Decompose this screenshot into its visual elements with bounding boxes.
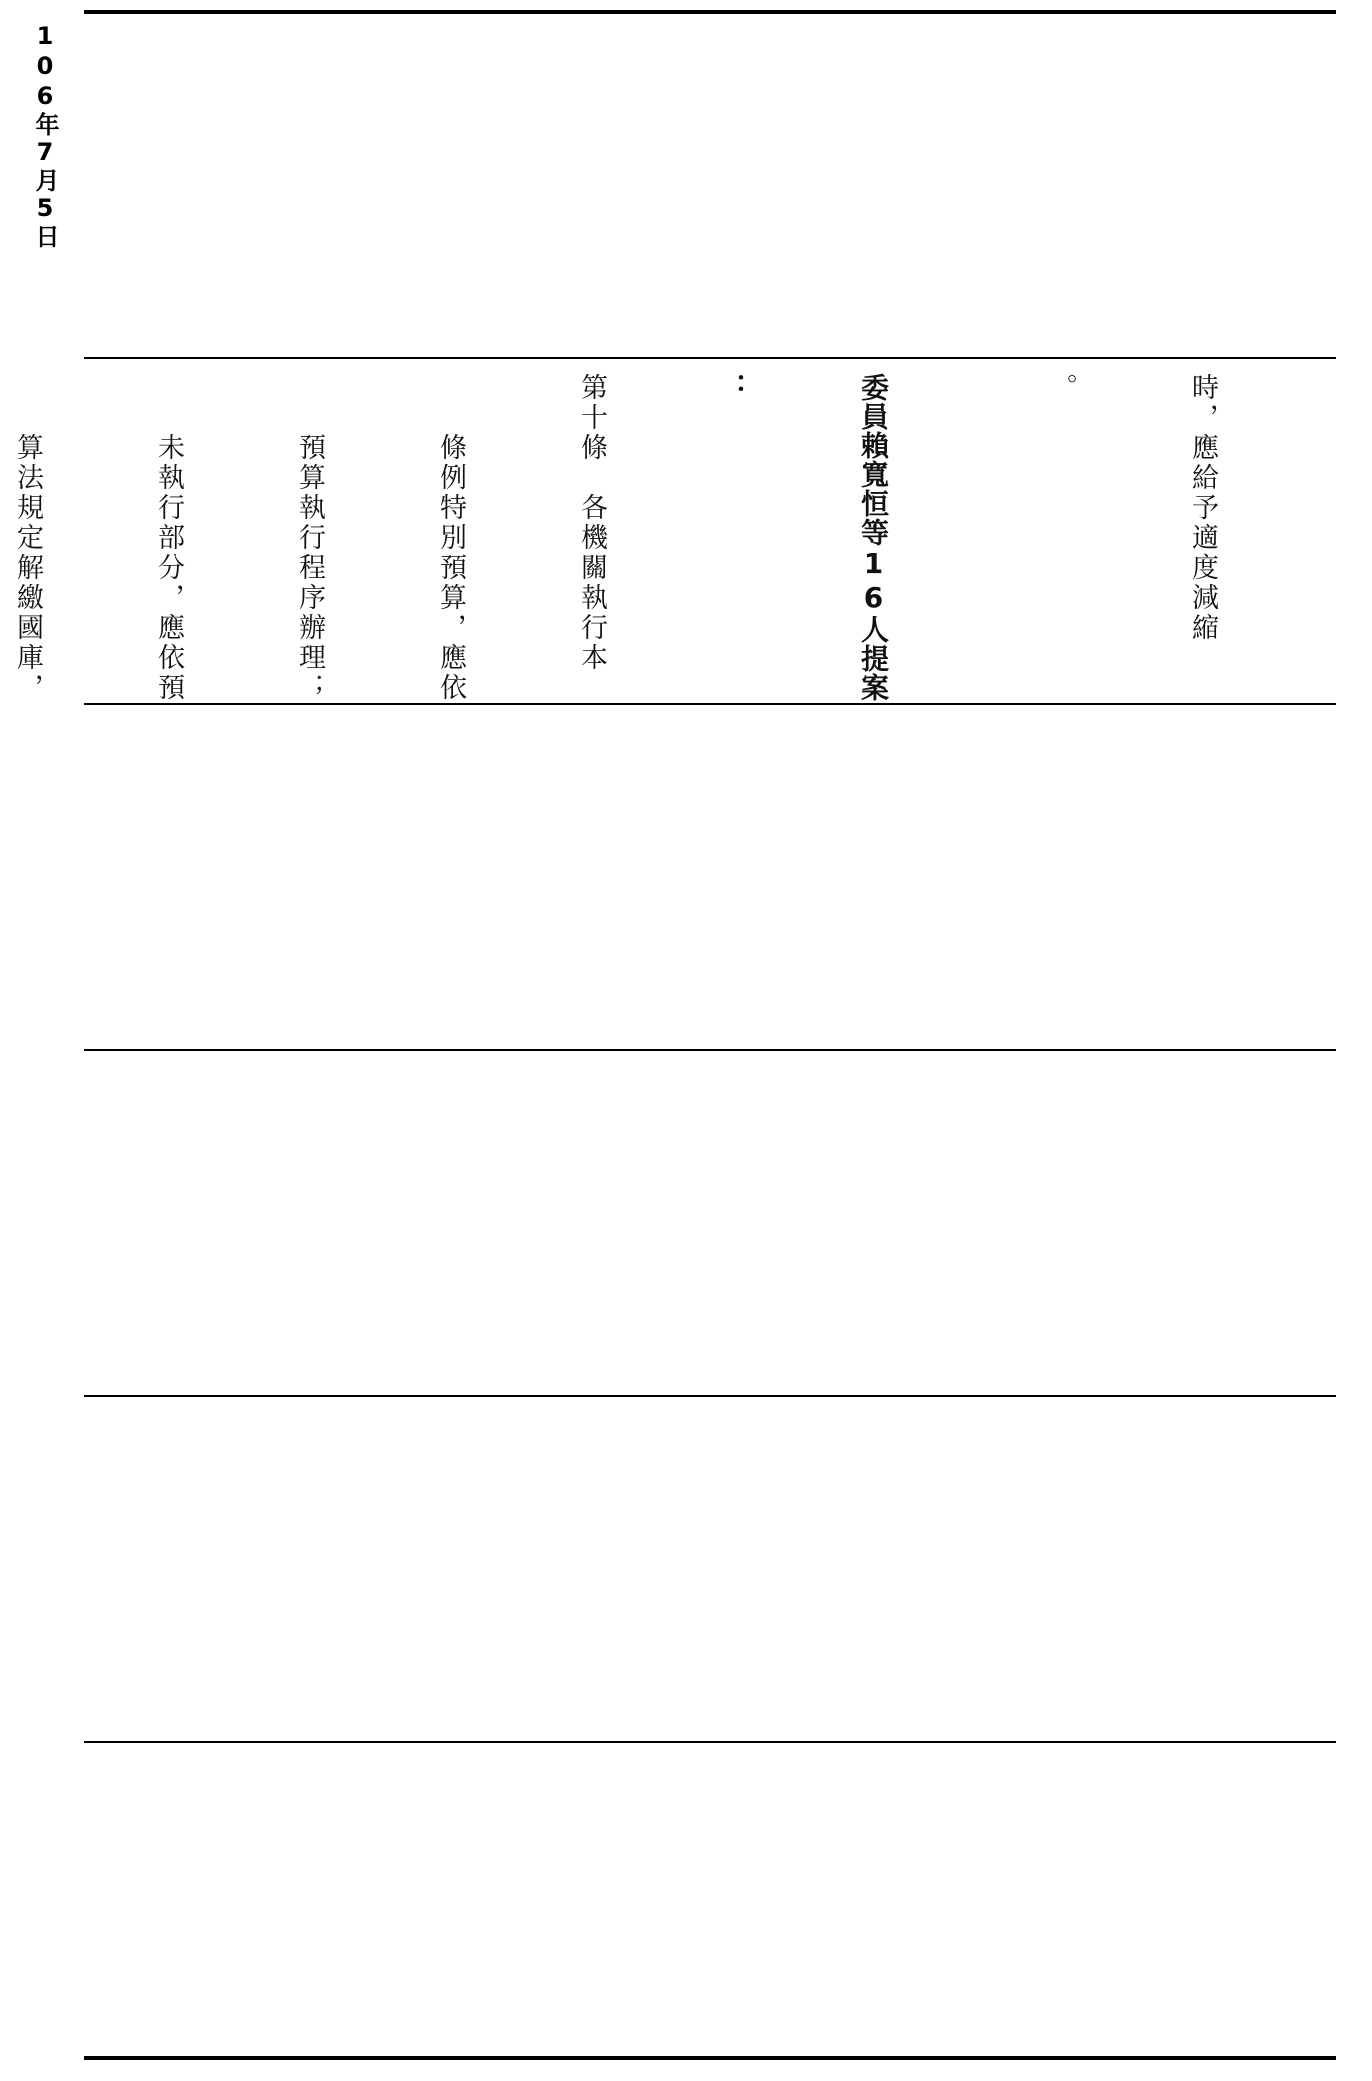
article-line: 條例特別預算，應依 xyxy=(435,373,466,703)
article-line: 預算執行程序辦理； xyxy=(294,373,325,703)
table-row-empty xyxy=(84,1051,1336,1395)
table-row-empty xyxy=(84,705,1336,1049)
bottom-border-line xyxy=(84,2056,1336,2060)
table-row-empty xyxy=(84,1743,1336,2054)
intro-line: 。 xyxy=(1046,373,1077,403)
article-line: 未執行部分，應依預 xyxy=(153,373,184,703)
table-row-empty xyxy=(84,1397,1336,1741)
proposal-text-column xyxy=(0,373,1320,703)
page-date-header: 106年7月5日 xyxy=(31,22,59,250)
proposal-heading: 委員賴寬恒等16人提案 xyxy=(857,373,890,702)
table-row xyxy=(12,359,1336,703)
intro-line: 時，應給予適度減縮 xyxy=(1187,373,1218,643)
article-line: 第十條 各機關執行本 xyxy=(576,373,607,673)
top-border-line xyxy=(84,10,1336,14)
proposal-heading-colon: ： xyxy=(716,373,749,402)
article-line: 算法規定解繳國庫， xyxy=(12,373,43,703)
